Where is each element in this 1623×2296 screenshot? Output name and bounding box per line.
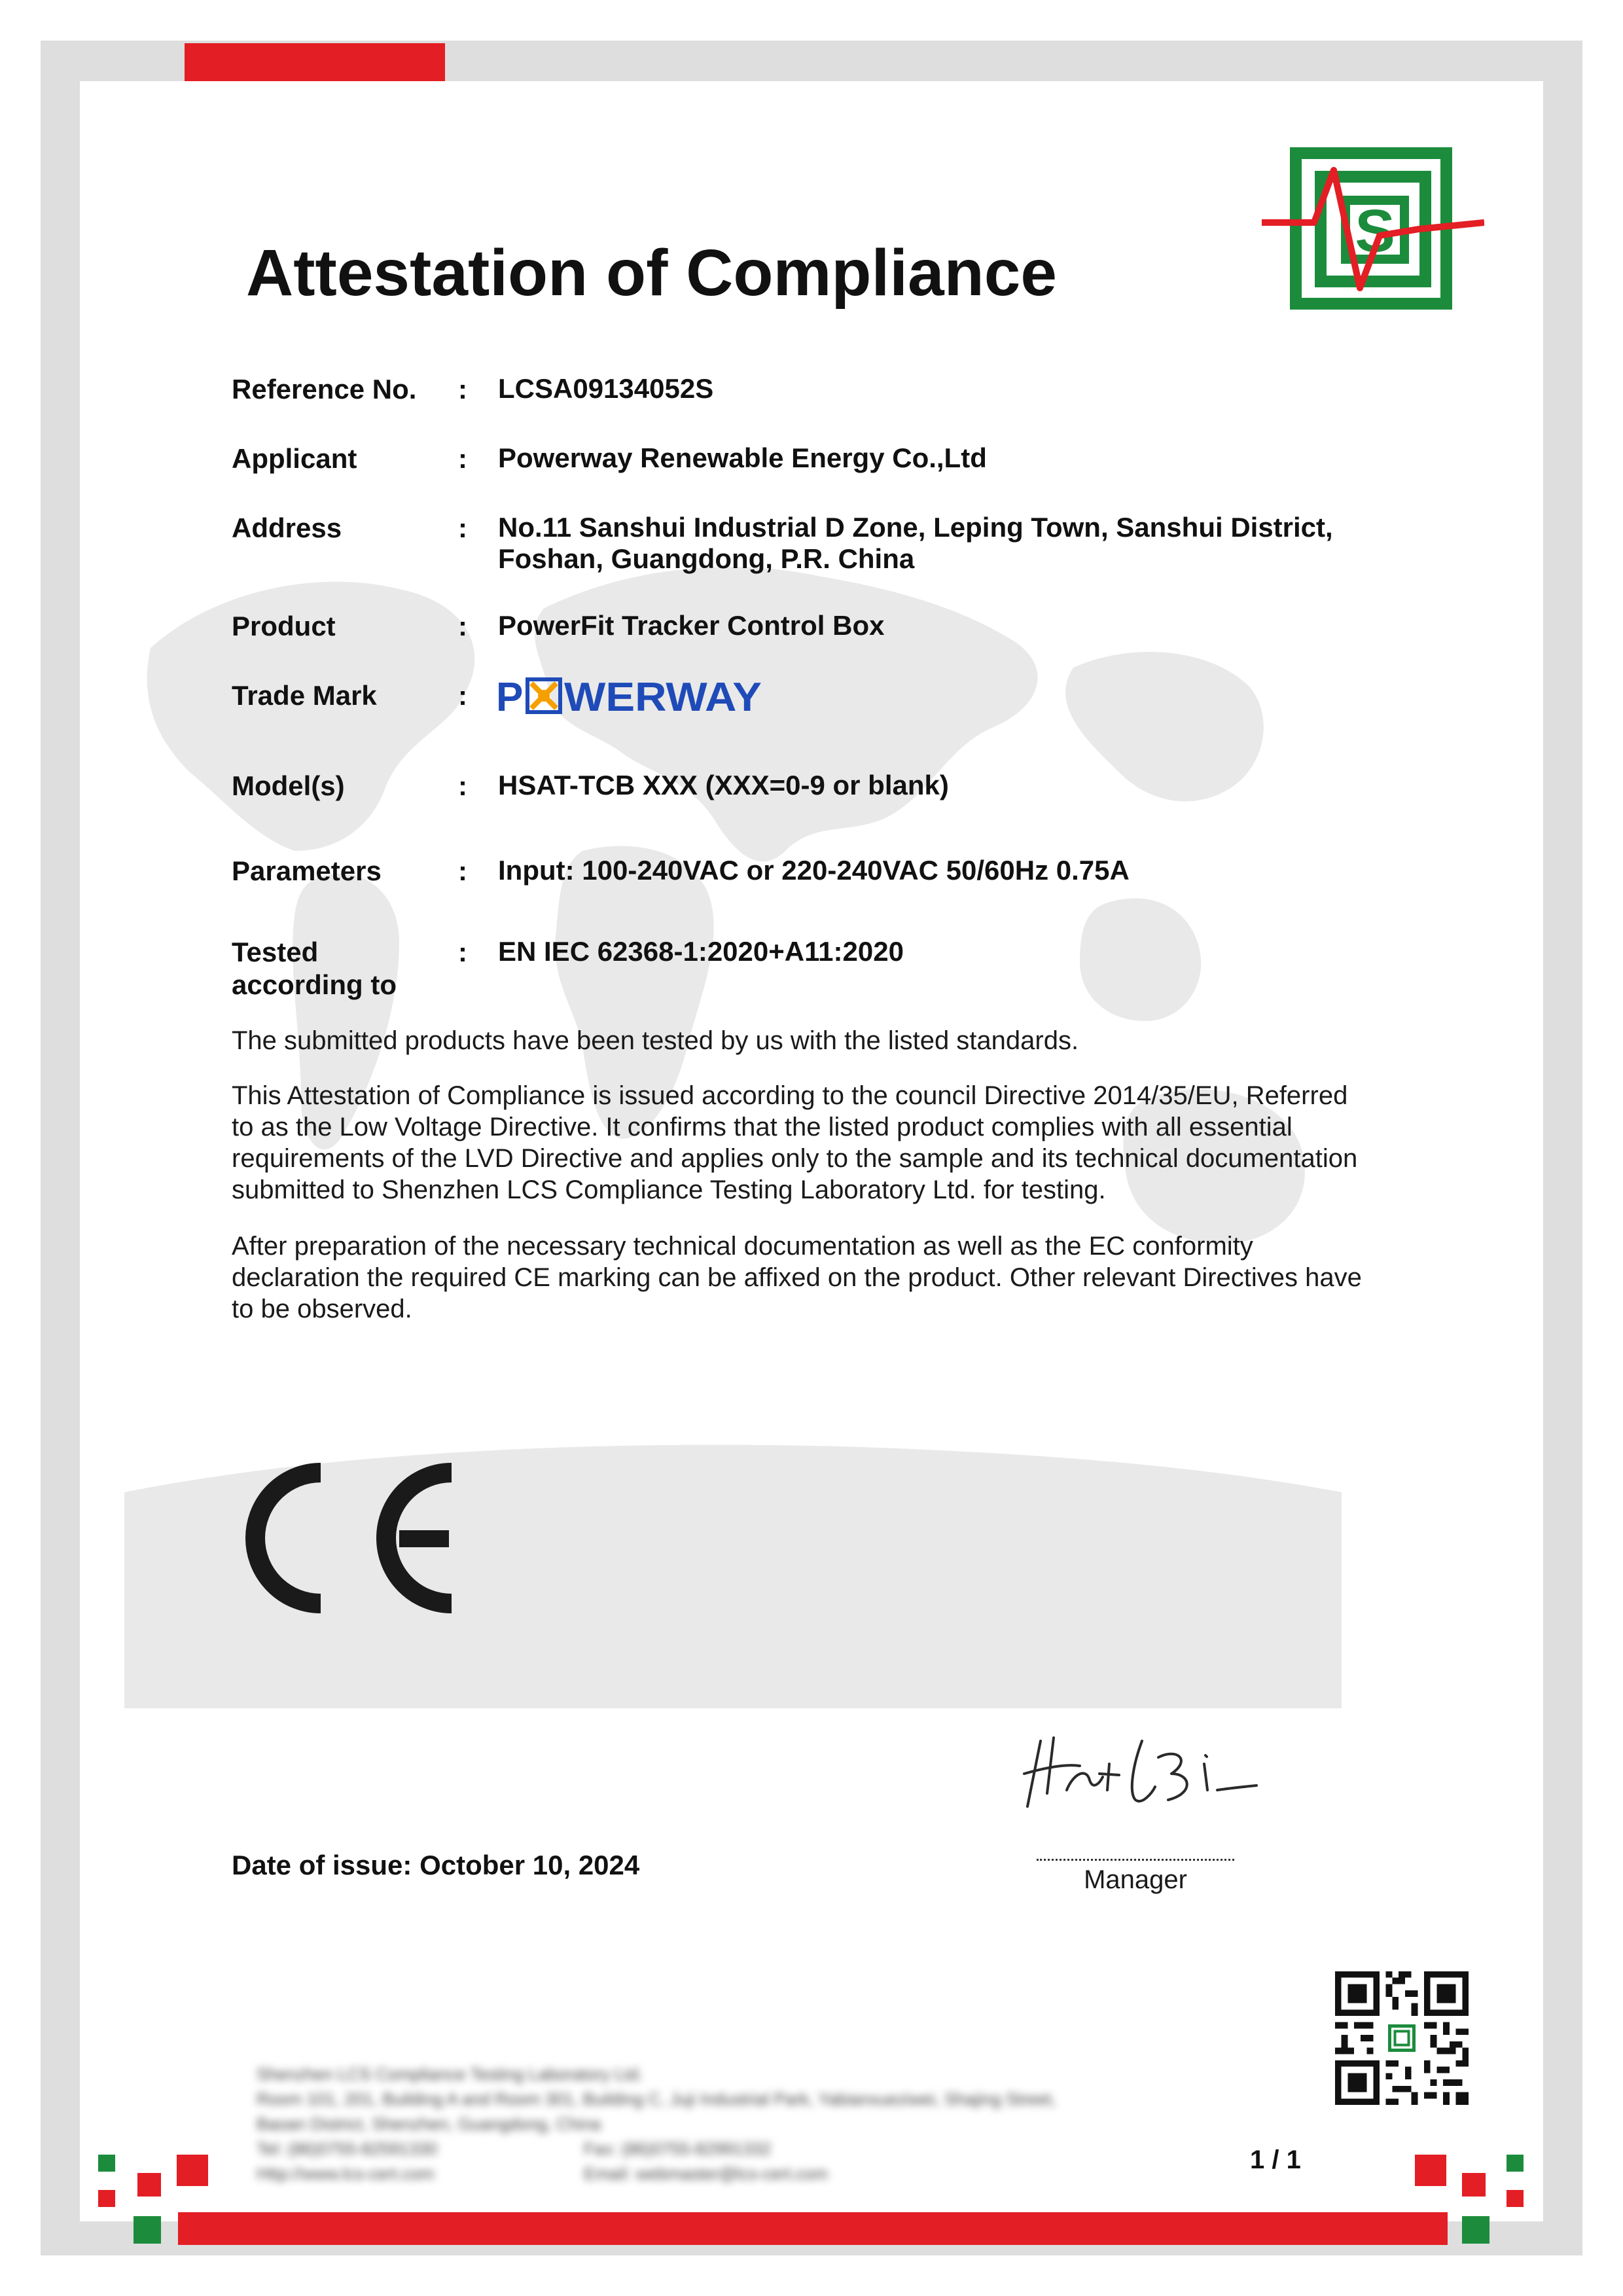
footer-line: Email: webmaster@lcs-cert.com bbox=[584, 2164, 829, 2183]
field-value: LCSA09134052S bbox=[498, 373, 714, 404]
top-red-band bbox=[185, 43, 445, 81]
field-label: Model(s) bbox=[232, 770, 345, 801]
corner-square bbox=[1507, 2190, 1524, 2207]
corner-square bbox=[177, 2155, 208, 2186]
field-colon: : bbox=[458, 855, 467, 886]
trademark-text-right: WERWAY bbox=[564, 675, 762, 717]
field-colon: : bbox=[458, 512, 467, 543]
footer-line: Shenzhen LCS Compliance Testing Laboratory Ltd. bbox=[257, 2064, 643, 2084]
field-colon: : bbox=[458, 611, 467, 641]
field-label: Applicant bbox=[232, 443, 357, 474]
verification-qr-code bbox=[1335, 1971, 1469, 2105]
corner-square bbox=[1462, 2173, 1486, 2197]
powerway-trademark-logo bbox=[496, 674, 764, 717]
footer-line: Fax: (86)0755-82991332 bbox=[584, 2139, 772, 2159]
footer-line: Http://www.lcs-cert.com bbox=[257, 2164, 435, 2183]
field-label: Trade Mark bbox=[232, 680, 377, 711]
lcs-logo bbox=[1262, 144, 1484, 314]
field-value: Powerway Renewable Energy Co.,Ltd bbox=[498, 442, 987, 473]
field-value: HSAT-TCB XXX (XXX=0-9 or blank) bbox=[498, 770, 949, 800]
corner-square bbox=[134, 2216, 161, 2244]
trademark-sun-icon bbox=[527, 679, 560, 712]
footer-line: Baoan District, Shenzhen, Guangdong, China bbox=[257, 2114, 601, 2134]
field-label: Address bbox=[232, 512, 342, 543]
document-title: Attestation of Compliance bbox=[246, 236, 1057, 310]
footer-address-blurred bbox=[257, 2062, 1277, 2193]
footer-line: Room 101, 201, Building A and Room 301, Building C, Juji Industrial Park, Yabianxueziwei, Shajing Street, bbox=[257, 2089, 1056, 2109]
field-colon: : bbox=[458, 770, 467, 801]
corner-square bbox=[98, 2190, 115, 2207]
field-colon: : bbox=[458, 374, 467, 404]
body-paragraph: The submitted products have been tested by us with the listed standards. bbox=[232, 1026, 1079, 1055]
signatory-title: Manager bbox=[1084, 1865, 1187, 1894]
page-number: 1 / 1 bbox=[1250, 2145, 1301, 2174]
field-value: Input: 100-240VAC or 220-240VAC 50/60Hz 0.75A bbox=[498, 855, 1130, 886]
trademark-text-left: P bbox=[496, 675, 524, 717]
field-label: Reference No. bbox=[232, 374, 417, 404]
corner-square bbox=[98, 2155, 115, 2172]
corner-square bbox=[1415, 2155, 1446, 2186]
field-value: EN IEC 62368-1:2020+A11:2020 bbox=[498, 936, 904, 967]
bottom-red-band bbox=[178, 2212, 1448, 2245]
date-of-issue: Date of issue: October 10, 2024 bbox=[232, 1850, 640, 1880]
signature-line bbox=[1037, 1859, 1234, 1861]
field-value: No.11 Sanshui Industrial D Zone, Leping Town, Sanshui District, Foshan, Guangdong, P.R. China bbox=[498, 512, 1333, 574]
ce-mark bbox=[242, 1460, 458, 1617]
field-label: Parameters bbox=[232, 855, 382, 886]
field-colon: : bbox=[458, 443, 467, 474]
corner-square bbox=[137, 2173, 161, 2197]
footer-line: Tel: (86)0755-82591330 bbox=[257, 2139, 438, 2159]
body-paragraph: This Attestation of Compliance is issued according to the council Directive 2014/35/EU, Referred to as the Low Voltage Directive. It confirms that the listed product complies with all essential requirements of the LVD Directive and applies only to the sample and its technical documentation submitted to Shenzhen LCS Compliance Testing Laboratory Ltd. for testing. bbox=[232, 1081, 1358, 1204]
field-colon: : bbox=[458, 680, 467, 711]
body-paragraph: After preparation of the necessary technical documentation as well as the EC conformity declaration the required CE marking can be affixed on the product. Other relevant Directives have to be observed. bbox=[232, 1232, 1362, 1323]
corner-square bbox=[1507, 2155, 1524, 2172]
field-colon: : bbox=[458, 937, 467, 967]
manager-signature bbox=[1021, 1728, 1263, 1813]
field-label: Product bbox=[232, 611, 336, 641]
field-label: Tested according to bbox=[232, 937, 397, 1000]
lcs-logo-letter: S bbox=[1355, 198, 1395, 264]
corner-square bbox=[1462, 2216, 1489, 2244]
field-value: PowerFit Tracker Control Box bbox=[498, 610, 885, 641]
